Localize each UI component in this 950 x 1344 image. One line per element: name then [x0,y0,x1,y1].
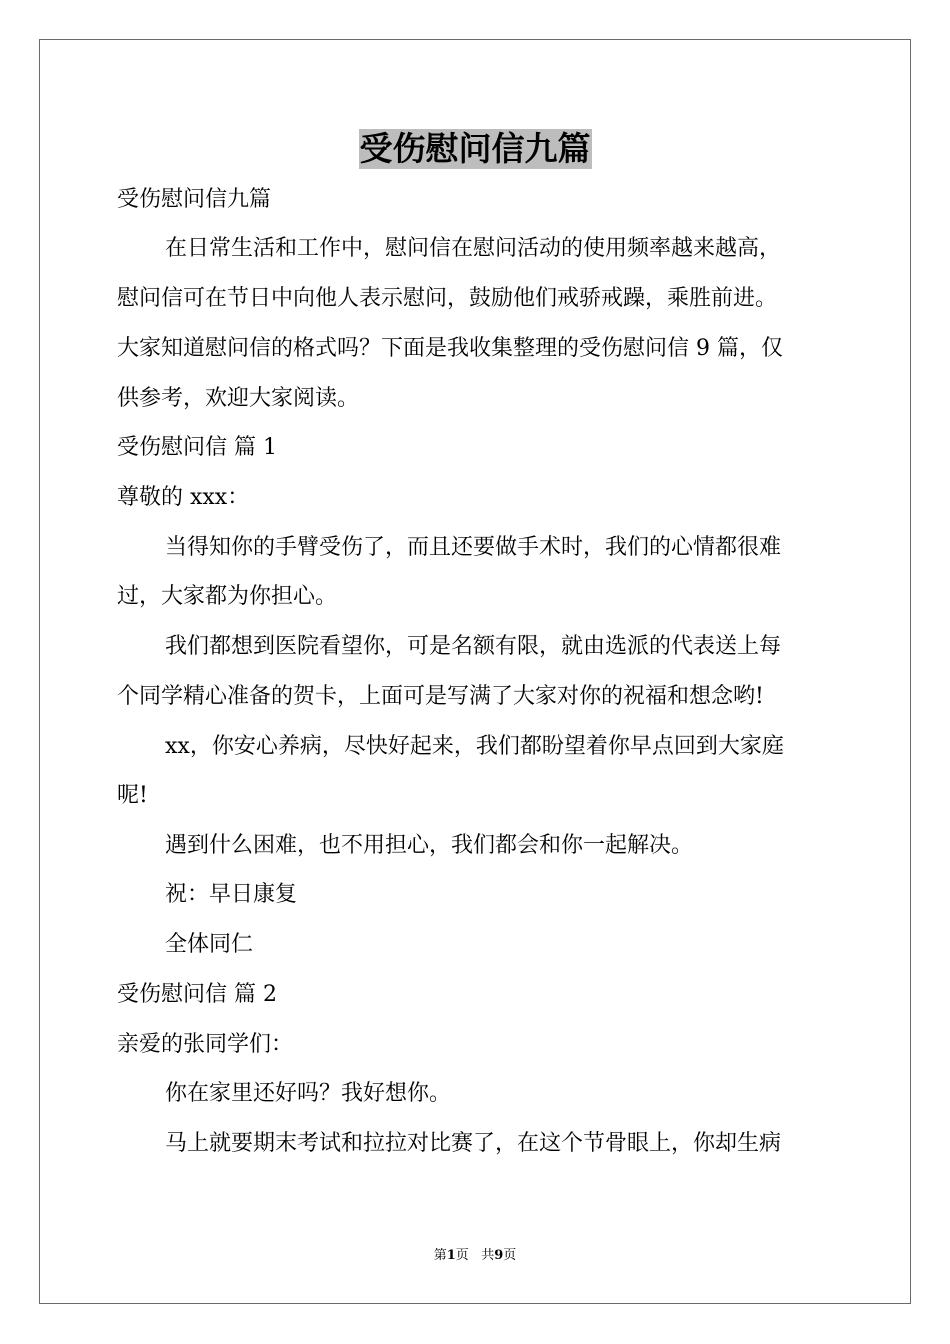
page-footer [0,1247,950,1265]
paragraph-line: 大家知道慰问信的格式吗？下面是我收集整理的受伤慰问信 9 篇，仅 [117,336,783,361]
paragraph-line: xx，你安心养病，尽快好起来，我们都盼望着你早点回到大家庭 [165,734,784,759]
paragraph-line: 供参考，欢迎大家阅读。 [117,386,360,411]
footer-page-number: 1 [446,1248,456,1263]
salutation: 亲爱的张同学们： [117,1032,294,1057]
paragraph-line: 马上就要期末考试和拉拉对比赛了，在这个节骨眼上，你却生病 [165,1131,782,1156]
footer-prefix: 第 [433,1248,447,1263]
section-heading: 受伤慰问信 篇 2 [117,982,277,1007]
paragraph-line: 过，大家都为你担心。 [117,584,338,609]
footer-middle: 页 共 [455,1248,495,1263]
footer-total-pages: 9 [494,1248,504,1263]
footer-suffix: 页 [503,1248,517,1263]
paragraph-line: 慰问信可在节日中向他人表示慰问，鼓励他们戒骄戒躁，乘胜前进。 [117,286,778,311]
paragraph-line: 呢! [117,783,148,808]
paragraph-line: 当得知你的手臂受伤了，而且还要做手术时，我们的心情都很难 [165,535,782,560]
signature: 全体同仁 [165,932,254,957]
closing-wish: 祝：早日康复 [165,882,298,907]
document-title-text: 受伤慰问信九篇 [359,129,591,168]
subtitle-line: 受伤慰问信九篇 [117,187,272,212]
paragraph-line: 在日常生活和工作中，慰问信在慰问活动的使用频率越来越高， [165,236,782,261]
paragraph-line: 个同学精心准备的贺卡，上面可是写满了大家对你的祝福和想念哟! [117,684,764,709]
salutation: 尊敬的 xxx： [117,485,250,510]
paragraph-line: 遇到什么困难，也不用担心，我们都会和你一起解决。 [165,833,694,858]
document-title [0,126,950,174]
paragraph-line: 我们都想到医院看望你，可是名额有限，就由选派的代表送上每 [165,634,782,659]
paragraph-line: 你在家里还好吗？我好想你。 [165,1081,452,1106]
section-heading: 受伤慰问信 篇 1 [117,435,277,460]
page-border [39,39,911,1304]
